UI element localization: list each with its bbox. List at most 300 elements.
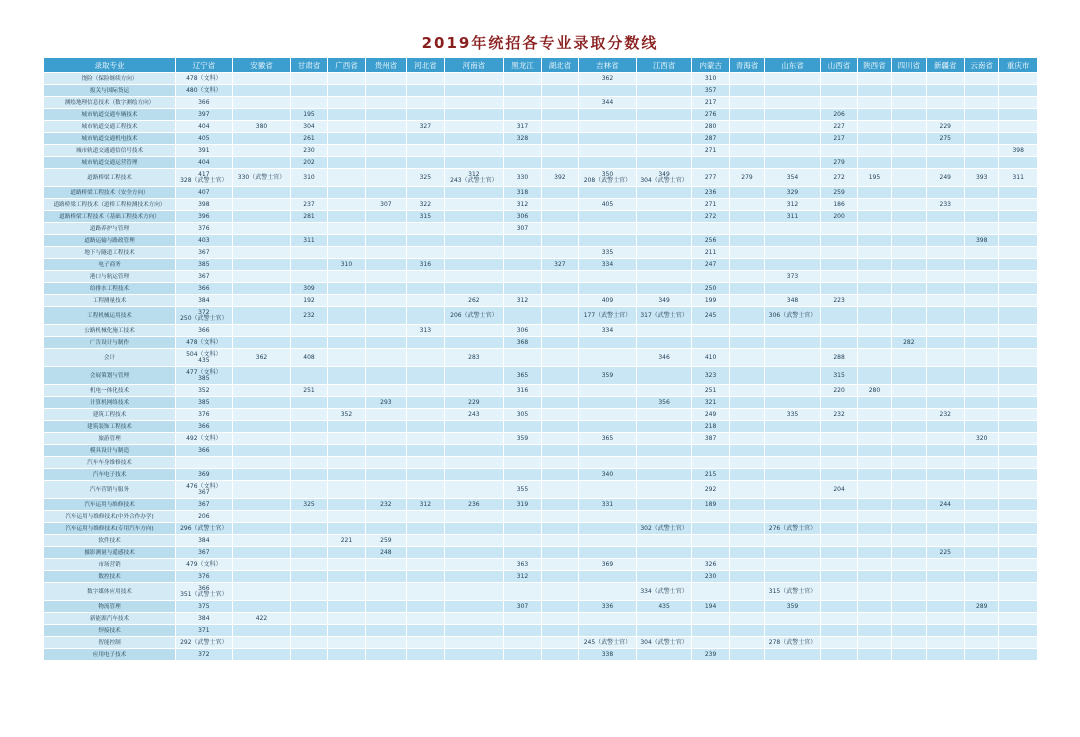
major-name-cell: 公路机械化施工技术 (44, 325, 176, 337)
score-cell (503, 157, 541, 169)
score-cell (327, 469, 365, 481)
score-cell (821, 235, 857, 247)
score-cell: 385 (176, 259, 233, 271)
major-name-cell: 城市轨道交通车辆技术 (44, 109, 176, 121)
score-cell (445, 235, 504, 247)
score-cell (857, 187, 891, 199)
table-row (44, 445, 1038, 457)
score-cell (857, 349, 891, 367)
table-row (44, 583, 1038, 601)
score-cell: 313 (406, 325, 444, 337)
score-cell (366, 187, 406, 199)
score-cell: 206 (821, 109, 857, 121)
score-cell (821, 511, 857, 523)
score-cell (406, 337, 444, 349)
score-cell (764, 547, 821, 559)
score-cell (764, 421, 821, 433)
score-cell (542, 385, 578, 397)
score-cell (291, 613, 327, 625)
score-cell: 334 (578, 259, 637, 271)
score-cell (999, 349, 1038, 367)
score-cell: 327 (406, 121, 444, 133)
major-name-cell: 汽车车身维修技术 (44, 457, 176, 469)
score-cell (291, 469, 327, 481)
score-cell (999, 271, 1038, 283)
score-cell (857, 145, 891, 157)
score-cell (327, 637, 365, 649)
header-province: 辽宁省 (176, 58, 233, 73)
score-cell: 316 (406, 259, 444, 271)
score-cell (542, 349, 578, 367)
score-cell: 281 (291, 211, 327, 223)
score-cell: 233 (926, 199, 964, 211)
score-cell: 480（文科） (176, 85, 233, 97)
score-cell (857, 283, 891, 295)
score-cell (637, 469, 692, 481)
score-cell: 380 (232, 121, 291, 133)
score-cell: 206（武警士官） (445, 307, 504, 325)
score-cell: 407 (176, 187, 233, 199)
score-cell (857, 211, 891, 223)
table-row (44, 307, 1038, 325)
score-cell (764, 571, 821, 583)
header-province: 江西省 (637, 58, 692, 73)
score-cell: 352 (176, 385, 233, 397)
header-province: 青海省 (730, 58, 764, 73)
score-cell (964, 259, 998, 271)
score-cell: 310 (327, 259, 365, 271)
score-cell: 232 (291, 307, 327, 325)
score-cell (232, 325, 291, 337)
score-cell (445, 259, 504, 271)
header-province: 山东省 (764, 58, 821, 73)
table-row (44, 121, 1038, 133)
score-cell: 384 (176, 535, 233, 547)
score-cell (857, 637, 891, 649)
score-cell (637, 649, 692, 661)
score-cell (821, 583, 857, 601)
score-cell: 283 (445, 349, 504, 367)
score-cell (764, 511, 821, 523)
score-cell (637, 367, 692, 385)
major-name-cell: 会计 (44, 349, 176, 367)
score-cell (406, 445, 444, 457)
score-cell: 272 (821, 169, 857, 187)
score-cell (542, 271, 578, 283)
score-cell (578, 445, 637, 457)
score-cell (926, 445, 964, 457)
score-cell: 359 (764, 601, 821, 613)
score-cell (892, 145, 926, 157)
score-cell (764, 397, 821, 409)
score-cell: 292（武警士官） (176, 637, 233, 649)
score-cell (964, 121, 998, 133)
score-cell (964, 133, 998, 145)
score-cell (691, 535, 729, 547)
score-cell: 225 (926, 547, 964, 559)
score-cell (366, 469, 406, 481)
score-cell (730, 199, 764, 211)
score-cell (637, 433, 692, 445)
major-name-cell: 道路养护与管理 (44, 223, 176, 235)
score-cell (366, 133, 406, 145)
score-cell (406, 583, 444, 601)
score-cell: 312 243（武警士官） (445, 169, 504, 187)
major-name-cell: 道路桥梁工程技术 (44, 169, 176, 187)
score-cell (892, 409, 926, 421)
score-cell: 195 (291, 109, 327, 121)
score-cell (637, 259, 692, 271)
score-cell (327, 481, 365, 499)
score-cell: 356 (637, 397, 692, 409)
score-cell (857, 133, 891, 145)
score-cell (857, 235, 891, 247)
score-cell (821, 259, 857, 271)
score-cell: 309 (291, 283, 327, 295)
score-cell: 366 (176, 421, 233, 433)
score-cell (691, 223, 729, 235)
score-cell (926, 601, 964, 613)
score-cell: 200 (821, 211, 857, 223)
score-cell (999, 259, 1038, 271)
table-row (44, 409, 1038, 421)
score-cell: 365 (578, 433, 637, 445)
score-cell: 310 (691, 73, 729, 85)
score-cell (926, 625, 964, 637)
score-cell: 245（武警士官） (578, 637, 637, 649)
score-cell (892, 613, 926, 625)
score-cell (291, 421, 327, 433)
score-cell (327, 397, 365, 409)
score-cell (964, 307, 998, 325)
score-cell (637, 247, 692, 259)
score-cell (578, 223, 637, 235)
score-cell (232, 637, 291, 649)
score-cell (964, 247, 998, 259)
score-cell (999, 337, 1038, 349)
score-cell (892, 433, 926, 445)
score-cell (892, 349, 926, 367)
score-cell (691, 637, 729, 649)
table-row (44, 559, 1038, 571)
score-cell (542, 409, 578, 421)
score-cell (366, 649, 406, 661)
score-cell: 338 (578, 649, 637, 661)
score-cell (445, 109, 504, 121)
table-row (44, 421, 1038, 433)
score-cell (366, 511, 406, 523)
score-cell (327, 547, 365, 559)
score-cell (964, 547, 998, 559)
score-cell (764, 481, 821, 499)
score-cell: 296（武警士官） (176, 523, 233, 535)
score-cell (964, 409, 998, 421)
score-cell (964, 583, 998, 601)
score-cell (821, 601, 857, 613)
score-cell (892, 457, 926, 469)
score-cell (730, 337, 764, 349)
score-cell (542, 85, 578, 97)
score-cell (542, 145, 578, 157)
table-row (44, 109, 1038, 121)
score-cell (926, 271, 964, 283)
score-cell (892, 601, 926, 613)
score-cell (406, 637, 444, 649)
score-cell: 504（文科） 435 (176, 349, 233, 367)
score-cell (857, 73, 891, 85)
score-cell (926, 433, 964, 445)
score-cell (637, 499, 692, 511)
score-cell (964, 637, 998, 649)
score-cell: 391 (176, 145, 233, 157)
table-row (44, 469, 1038, 481)
table-row (44, 613, 1038, 625)
score-cell (327, 235, 365, 247)
score-cell (964, 199, 998, 211)
major-name-cell: 模具设计与制造 (44, 445, 176, 457)
score-cell (637, 385, 692, 397)
score-cell (327, 199, 365, 211)
major-name-cell: 汽车营销与服务 (44, 481, 176, 499)
score-cell: 323 (691, 367, 729, 385)
score-cell (764, 157, 821, 169)
score-cell (291, 187, 327, 199)
major-name-cell: 饶险（保险继续方向） (44, 73, 176, 85)
score-cell (964, 523, 998, 535)
score-cell (445, 481, 504, 499)
score-cell: 229 (445, 397, 504, 409)
score-cell (857, 571, 891, 583)
score-cell (291, 337, 327, 349)
score-cell: 177（武警士官） (578, 307, 637, 325)
score-cell (999, 469, 1038, 481)
score-cell: 318 (503, 187, 541, 199)
score-cell (366, 235, 406, 247)
score-cell: 405 (578, 199, 637, 211)
score-cell (578, 157, 637, 169)
score-cell (857, 559, 891, 571)
score-cell (764, 235, 821, 247)
score-cell (291, 271, 327, 283)
score-cell: 319 (503, 499, 541, 511)
table-row (44, 145, 1038, 157)
score-cell (764, 367, 821, 385)
score-cell: 352 (327, 409, 365, 421)
score-cell (542, 367, 578, 385)
score-cell (857, 613, 891, 625)
score-cell (892, 421, 926, 433)
score-cell (232, 601, 291, 613)
score-cell: 195 (857, 169, 891, 187)
score-cell (327, 601, 365, 613)
score-cell (445, 445, 504, 457)
major-name-cell: 地下与隧道工程技术 (44, 247, 176, 259)
score-cell (406, 157, 444, 169)
score-cell (503, 109, 541, 121)
score-cell (857, 157, 891, 169)
score-cell: 398 (176, 199, 233, 211)
score-cell (730, 547, 764, 559)
score-cell: 492（文科） (176, 433, 233, 445)
score-cell (637, 547, 692, 559)
score-cell (926, 649, 964, 661)
header-province: 广西省 (327, 58, 365, 73)
score-cell (503, 85, 541, 97)
score-cell: 312 (764, 199, 821, 211)
score-cell (730, 121, 764, 133)
score-cell (857, 625, 891, 637)
score-cell: 408 (291, 349, 327, 367)
score-cell (445, 271, 504, 283)
score-cell: 366 (176, 97, 233, 109)
score-cell (232, 145, 291, 157)
score-cell (232, 649, 291, 661)
score-cell (999, 283, 1038, 295)
score-cell (892, 271, 926, 283)
score-cell (857, 547, 891, 559)
score-cell (764, 337, 821, 349)
score-cell: 366 351（武警士官） (176, 583, 233, 601)
score-cell (730, 397, 764, 409)
score-cell (578, 397, 637, 409)
score-cell (445, 223, 504, 235)
score-cell (366, 385, 406, 397)
score-cell (503, 547, 541, 559)
score-cell (821, 283, 857, 295)
score-cell (857, 259, 891, 271)
score-cell: 206 (176, 511, 233, 523)
score-cell: 250 (691, 283, 729, 295)
score-cell (926, 421, 964, 433)
score-cell (730, 283, 764, 295)
score-cell (291, 601, 327, 613)
score-cell: 230 (691, 571, 729, 583)
score-cell (578, 571, 637, 583)
score-cell (964, 295, 998, 307)
score-cell (327, 499, 365, 511)
score-cell (730, 469, 764, 481)
score-cell (821, 307, 857, 325)
score-cell (764, 457, 821, 469)
score-cell (857, 535, 891, 547)
score-cell: 223 (821, 295, 857, 307)
score-cell: 369 (578, 559, 637, 571)
score-cell (327, 457, 365, 469)
score-cell (406, 73, 444, 85)
score-cell (366, 157, 406, 169)
score-cell (637, 571, 692, 583)
score-cell (327, 307, 365, 325)
score-cell (291, 223, 327, 235)
score-cell: 362 (232, 349, 291, 367)
score-cell (730, 235, 764, 247)
score-cell (999, 409, 1038, 421)
score-cell (999, 421, 1038, 433)
score-cell (821, 445, 857, 457)
table-row (44, 247, 1038, 259)
score-cell (232, 523, 291, 535)
table-row (44, 499, 1038, 511)
score-cell: 310 (291, 169, 327, 187)
score-cell (445, 325, 504, 337)
score-cell (964, 535, 998, 547)
score-cell (691, 511, 729, 523)
score-cell: 371 (176, 625, 233, 637)
score-cell (857, 601, 891, 613)
score-cell (926, 385, 964, 397)
score-cell (232, 247, 291, 259)
score-cell (964, 337, 998, 349)
score-cell (406, 397, 444, 409)
score-cell (964, 649, 998, 661)
score-cell (445, 73, 504, 85)
score-cell: 349 (637, 295, 692, 307)
score-cell (892, 157, 926, 169)
score-cell: 259 (821, 187, 857, 199)
score-cell (445, 247, 504, 259)
table-row (44, 349, 1038, 367)
score-cell (503, 457, 541, 469)
score-cell (964, 187, 998, 199)
score-cell (892, 109, 926, 121)
major-name-cell: 道路桥梁工程技术（道桥工程检测技术方向） (44, 199, 176, 211)
header-province: 贵州省 (366, 58, 406, 73)
table-row (44, 433, 1038, 445)
score-cell (637, 157, 692, 169)
major-name-cell: 机电一体化技术 (44, 385, 176, 397)
score-cell (232, 433, 291, 445)
score-cell: 326 (691, 559, 729, 571)
score-cell (892, 499, 926, 511)
score-cell (291, 547, 327, 559)
score-cell (445, 367, 504, 385)
score-cell (730, 97, 764, 109)
table-row (44, 283, 1038, 295)
score-cell (406, 547, 444, 559)
score-cell: 218 (691, 421, 729, 433)
score-cell (406, 109, 444, 121)
table-row (44, 511, 1038, 523)
score-cell (578, 511, 637, 523)
score-cell (964, 511, 998, 523)
score-cell (366, 97, 406, 109)
score-cell: 232 (366, 499, 406, 511)
score-cell: 245 (691, 307, 729, 325)
score-cell (366, 409, 406, 421)
score-cell (821, 499, 857, 511)
major-name-cell: 焊接技术 (44, 625, 176, 637)
score-cell (445, 433, 504, 445)
score-cell (857, 649, 891, 661)
score-cell (730, 247, 764, 259)
score-cell (857, 325, 891, 337)
score-cell (406, 97, 444, 109)
score-cell (232, 583, 291, 601)
score-cell (542, 637, 578, 649)
table-row (44, 523, 1038, 535)
score-cell (291, 637, 327, 649)
score-cell (892, 121, 926, 133)
score-cell (366, 523, 406, 535)
score-cell (232, 157, 291, 169)
score-cell (327, 169, 365, 187)
score-cell (857, 421, 891, 433)
score-cell (999, 223, 1038, 235)
score-cell (232, 85, 291, 97)
major-name-cell: 工程测量技术 (44, 295, 176, 307)
score-cell (892, 247, 926, 259)
score-cell (999, 85, 1038, 97)
